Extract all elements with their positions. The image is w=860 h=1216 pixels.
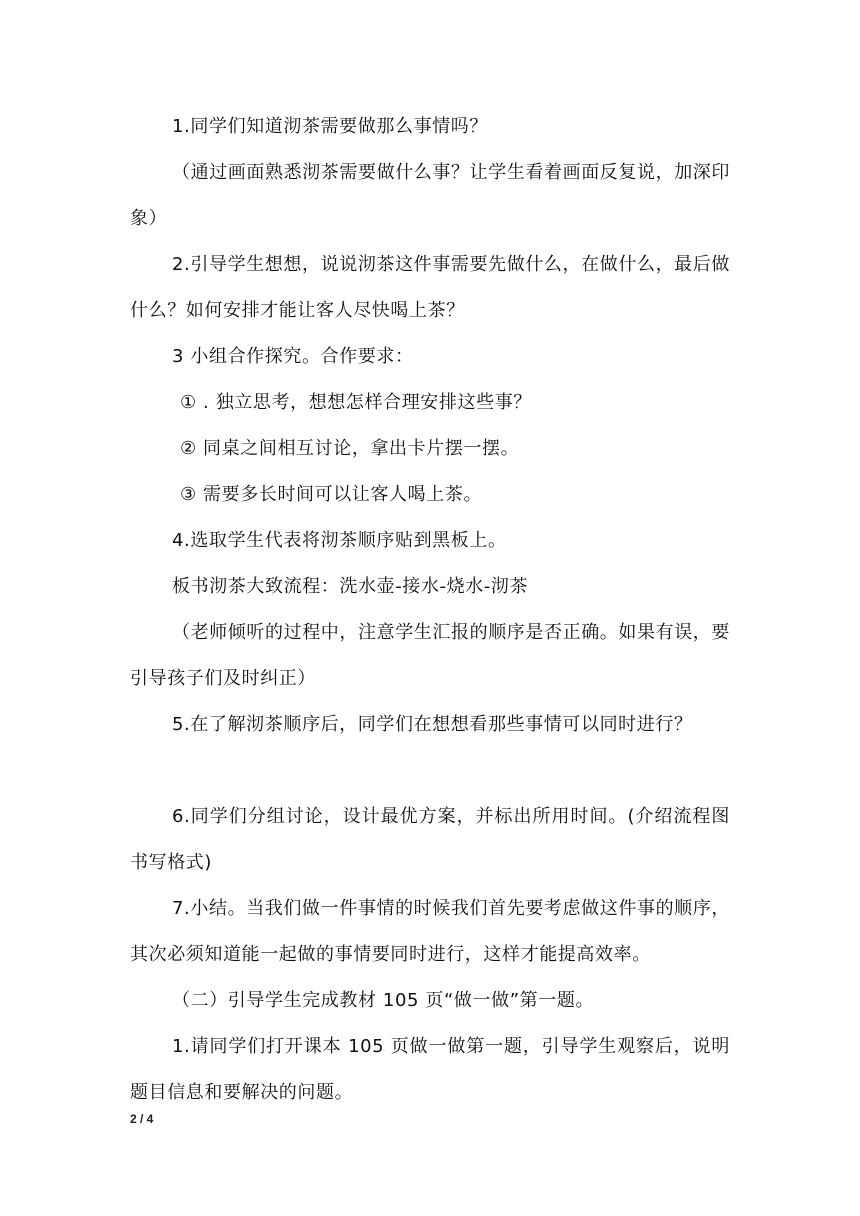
paragraph-4: 3 小组合作探究。合作要求： (172, 346, 414, 367)
paragraph-3: 2.引导学生想想，说说沏茶这件事需要先做什么，在做什么，最后做什么？如何安排才能让客人尽快喝上茶？ (130, 254, 730, 321)
paragraph-7: （老师倾听的过程中，注意学生汇报的顺序是否正确。如果有误，要引导孩子们及时纠正） (130, 622, 730, 689)
paragraph-10: 7.小结。当我们做一件事情的时候我们首先要考虑做这件事的顺序，其次必须知道能一起做的事情要同时进行，这样才能提高效率。 (130, 898, 730, 965)
paragraph-6: 板书沏茶大致流程：洗水壶-接水-烧水-沏茶 (172, 576, 529, 597)
page-number: 2 / 4 (130, 1112, 154, 1126)
list-item-3: ③ 需要多长时间可以让客人喝上茶。 (180, 484, 483, 505)
paragraph-11: 1.请同学们打开课本 105 页做一做第一题，引导学生观察后，说明题目信息和要解决的问题。 (130, 1036, 730, 1103)
paragraph-2: （通过画面熟悉沏茶需要做什么事？让学生看着画面反复说，加深印象） (130, 162, 730, 229)
list-item-2: ② 同桌之间相互讨论，拿出卡片摆一摆。 (180, 438, 520, 459)
section-heading: （二）引导学生完成教材 105 页“做一做”第一题。 (172, 990, 595, 1011)
list-item-1: ① . 独立思考，想想怎样合理安排这些事？ (180, 392, 532, 413)
paragraph-1: 1.同学们知道沏茶需要做那么事情吗？ (172, 116, 488, 137)
paragraph-8: 5.在了解沏茶顺序后，同学们在想想看那些事情可以同时进行？ (172, 714, 693, 735)
paragraph-9: 6.同学们分组讨论，设计最优方案，并标出所用时间。(介绍流程图书写格式) (130, 806, 730, 873)
paragraph-5: 4.选取学生代表将沏茶顺序贴到黑板上。 (172, 530, 507, 551)
